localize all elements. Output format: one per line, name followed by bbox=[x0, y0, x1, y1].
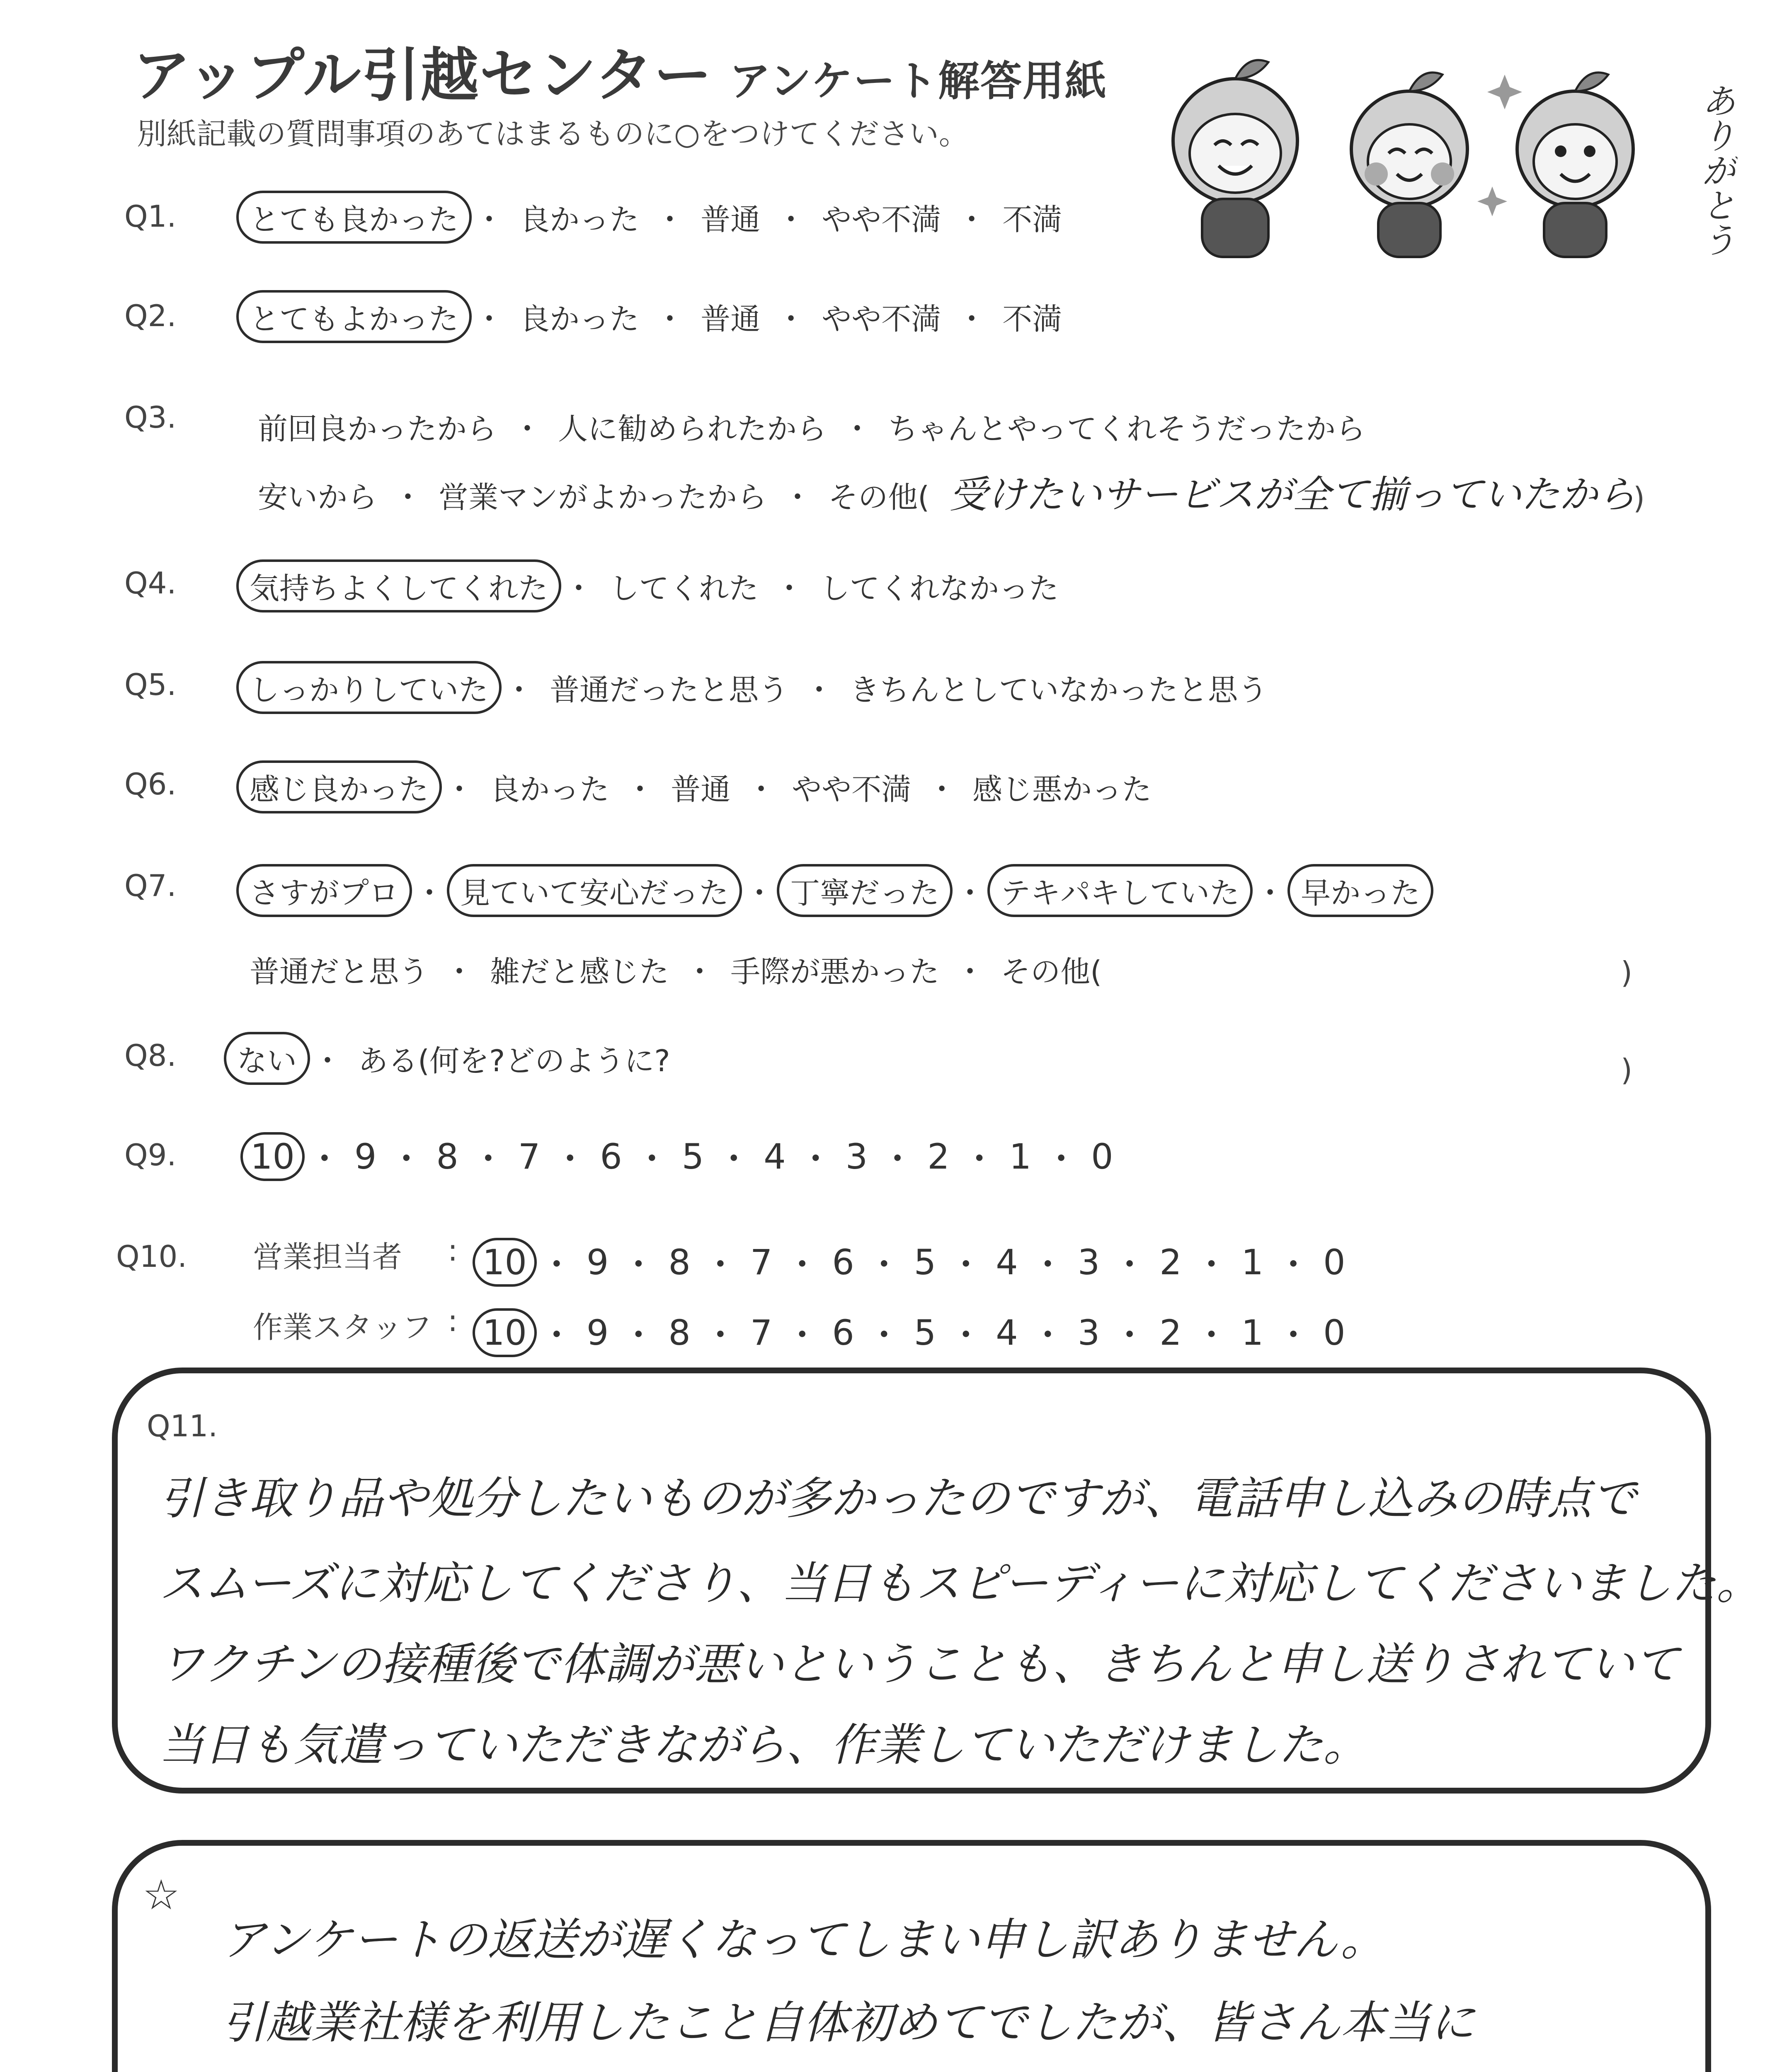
separator-dot: ・ bbox=[512, 411, 543, 446]
separator-dot: ・ bbox=[1194, 1315, 1229, 1356]
q3-option-5[interactable]: 営業マンがよかったから bbox=[439, 480, 767, 515]
separator-dot: ・ bbox=[474, 202, 504, 237]
q11-line-2: スムーズに対応してくださり、当日もスピーディーに対応してくださいました。 bbox=[159, 1558, 1761, 1610]
note-line-3 bbox=[221, 2070, 1295, 2072]
separator-dot: ・ bbox=[957, 302, 987, 336]
separator-dot: ・ bbox=[880, 1139, 915, 1179]
q2-option-1[interactable]: とてもよかった bbox=[236, 290, 472, 343]
separator-dot: ・ bbox=[962, 1139, 997, 1179]
q10-sales-score-5[interactable]: 5 bbox=[914, 1242, 936, 1283]
q10-staff-score-2[interactable]: 2 bbox=[1159, 1312, 1182, 1353]
separator-dot: ・ bbox=[634, 1139, 669, 1179]
q10-sales-score-4[interactable]: 4 bbox=[996, 1242, 1018, 1283]
separator-dot: ・ bbox=[798, 1139, 833, 1179]
q10-staff-score-9[interactable]: 9 bbox=[586, 1312, 609, 1353]
separator-dot: ・ bbox=[1194, 1244, 1229, 1285]
separator-dot: ・ bbox=[393, 480, 423, 515]
separator-dot: ・ bbox=[716, 1139, 752, 1179]
separator-dot: ・ bbox=[539, 1244, 574, 1285]
q10-sales-score-7[interactable]: 7 bbox=[750, 1242, 773, 1283]
separator-dot: ・ bbox=[621, 1315, 656, 1356]
q3-option-2[interactable]: 人に勧められたから bbox=[558, 411, 827, 446]
q3-other-answer[interactable]: 受けたいサービスが全て揃っていたから bbox=[949, 472, 1636, 517]
separator-dot: ・ bbox=[655, 202, 685, 237]
q9-score-5[interactable]: 5 bbox=[681, 1136, 704, 1177]
q1-option-4[interactable]: やや不満 bbox=[822, 202, 941, 237]
q10-sales-score-8[interactable]: 8 bbox=[668, 1242, 691, 1283]
q4-option-2[interactable]: してくれた bbox=[609, 571, 759, 606]
instruction-text: 別紙記載の質問事項のあてはまるものに○をつけてください。 bbox=[137, 116, 969, 151]
q9-score-10[interactable]: 10 bbox=[240, 1132, 305, 1181]
separator-dot: ・ bbox=[415, 876, 445, 910]
note-line-1: アンケートの返送が遅くなってしまい申し訳ありません。 bbox=[221, 1914, 1386, 1966]
q6-option-3[interactable]: 普通 bbox=[671, 772, 731, 807]
q8-label: Q8. bbox=[124, 1038, 177, 1073]
separator-dot: ・ bbox=[621, 1244, 656, 1285]
q7-close-paren: ) bbox=[1621, 955, 1633, 990]
q9-score-0[interactable]: 0 bbox=[1091, 1136, 1113, 1177]
form-subtitle: アンケート解答用紙 bbox=[729, 57, 1108, 105]
q9-score-9[interactable]: 9 bbox=[354, 1136, 377, 1177]
q2-option-2[interactable]: 良かった bbox=[520, 302, 640, 336]
q7-option-3[interactable]: 丁寧だった bbox=[777, 864, 953, 917]
q11-line-3: ワクチンの接種後で体調が悪いということも、きちんと申し送りされていて bbox=[159, 1639, 1679, 1690]
q10-staff-score-3[interactable]: 3 bbox=[1077, 1312, 1100, 1353]
q10-sales-score-2[interactable]: 2 bbox=[1159, 1242, 1182, 1283]
q6-option-4[interactable]: やや不満 bbox=[792, 772, 912, 807]
separator-dot: ・ bbox=[774, 571, 805, 606]
q3-option-other[interactable]: その他( bbox=[828, 480, 930, 515]
q9-scale bbox=[240, 1131, 1123, 1181]
q4-option-1[interactable]: 気持ちよくしてくれた bbox=[236, 559, 561, 612]
q9-label: Q9. bbox=[124, 1138, 177, 1172]
separator-dot: ・ bbox=[703, 1244, 738, 1285]
q10-staff-score-5[interactable]: 5 bbox=[914, 1312, 936, 1353]
q5-option-3[interactable]: きちんとしていなかったと思う bbox=[850, 673, 1268, 707]
q10-staff-score-10[interactable]: 10 bbox=[473, 1308, 537, 1357]
q9-score-8[interactable]: 8 bbox=[436, 1136, 458, 1177]
q10-sales-score-6[interactable]: 6 bbox=[832, 1242, 854, 1283]
separator-dot: ・ bbox=[804, 673, 834, 707]
q4-label: Q4. bbox=[124, 566, 177, 600]
q7-options-line2 bbox=[236, 943, 1115, 996]
monkey-mascot-icon bbox=[1173, 60, 1297, 257]
q2-options bbox=[236, 290, 1075, 343]
q10-sales-score-1[interactable]: 1 bbox=[1241, 1242, 1264, 1283]
q6-option-2[interactable]: 良かった bbox=[490, 772, 610, 807]
q10-sales-colon: : bbox=[448, 1233, 458, 1268]
separator-dot: ・ bbox=[948, 1315, 984, 1356]
monkey-mascot-icon bbox=[1351, 73, 1467, 257]
separator-dot: ・ bbox=[470, 1139, 506, 1179]
separator-dot: ・ bbox=[313, 1043, 343, 1078]
q10-sales-score-10[interactable]: 10 bbox=[473, 1238, 537, 1287]
q1-option-5[interactable]: 不満 bbox=[1002, 202, 1062, 237]
q7-option-6[interactable]: 普通だと思う bbox=[250, 954, 429, 989]
separator-dot: ・ bbox=[444, 772, 475, 807]
separator-dot: ・ bbox=[776, 302, 806, 336]
q7-option-2[interactable]: 見ていて安心だった bbox=[447, 864, 742, 917]
thanks-text: ありがとう bbox=[1696, 83, 1736, 257]
q9-score-3[interactable]: 3 bbox=[845, 1136, 868, 1177]
q10-label: Q10. bbox=[116, 1239, 187, 1274]
q3-close-paren: ) bbox=[1633, 481, 1645, 516]
q10-sales-label: 営業担当者 bbox=[253, 1239, 402, 1274]
separator-dot: ・ bbox=[776, 202, 806, 237]
sparkle-icon bbox=[1477, 75, 1522, 216]
mascot-illustration bbox=[1152, 50, 1712, 265]
q2-label: Q2. bbox=[124, 298, 177, 333]
q6-option-5[interactable]: 感じ悪かった bbox=[972, 772, 1152, 807]
q8-options bbox=[224, 1032, 684, 1085]
q1-option-3[interactable]: 普通 bbox=[701, 202, 761, 237]
company-name: アップル引越センター bbox=[133, 42, 713, 109]
q5-option-1[interactable]: しっかりしていた bbox=[236, 661, 502, 714]
q10-staff-label: 作業スタッフ bbox=[253, 1310, 432, 1345]
q11-line-4: 当日も気遣っていただきながら、作業していただけました。 bbox=[159, 1719, 1368, 1771]
q9-score-7[interactable]: 7 bbox=[518, 1136, 541, 1177]
q5-option-2[interactable]: 普通だったと思う bbox=[550, 673, 789, 707]
q1-label: Q1. bbox=[124, 199, 177, 234]
separator-dot: ・ bbox=[444, 954, 475, 989]
separator-dot: ・ bbox=[948, 1244, 984, 1285]
q10-sales-scale bbox=[473, 1237, 1355, 1287]
q8-option-1[interactable]: ない bbox=[224, 1032, 310, 1085]
additional-note-box[interactable] bbox=[112, 1840, 1711, 2072]
survey-title bbox=[133, 29, 1107, 112]
q10-staff-colon: : bbox=[448, 1303, 458, 1338]
q9-score-4[interactable]: 4 bbox=[764, 1136, 786, 1177]
q7-options-line1 bbox=[236, 864, 1433, 917]
note-line-2: 引越業社様を利用したこと自体初めてでしたが、皆さん本当に bbox=[221, 1997, 1475, 2049]
q10-sales-score-3[interactable]: 3 bbox=[1077, 1242, 1100, 1283]
separator-dot: ・ bbox=[474, 302, 504, 336]
q4-options bbox=[236, 559, 1072, 612]
q5-options bbox=[236, 661, 1281, 714]
separator-dot: ・ bbox=[655, 302, 685, 336]
separator-dot: ・ bbox=[1030, 1315, 1065, 1356]
q10-staff-score-4[interactable]: 4 bbox=[996, 1312, 1018, 1353]
q3-label: Q3. bbox=[124, 400, 177, 435]
q7-option-other[interactable]: その他( bbox=[1001, 954, 1102, 989]
separator-dot: ・ bbox=[1030, 1244, 1065, 1285]
q9-score-1[interactable]: 1 bbox=[1009, 1136, 1032, 1177]
separator-dot: ・ bbox=[785, 1315, 820, 1356]
q7-option-7[interactable]: 雑だと感じた bbox=[490, 954, 669, 989]
q2-option-4[interactable]: やや不満 bbox=[822, 302, 941, 336]
separator-dot: ・ bbox=[746, 772, 776, 807]
q2-option-3[interactable]: 普通 bbox=[701, 302, 761, 336]
q10-staff-scale bbox=[473, 1307, 1355, 1358]
q9-score-2[interactable]: 2 bbox=[927, 1136, 950, 1177]
q7-option-1[interactable]: さすがプロ bbox=[236, 864, 412, 917]
q4-option-3[interactable]: してくれなかった bbox=[820, 571, 1059, 606]
q3-options-line1 bbox=[245, 400, 1379, 453]
separator-dot: ・ bbox=[744, 876, 775, 910]
separator-dot: ・ bbox=[685, 954, 715, 989]
q10-staff-score-6[interactable]: 6 bbox=[832, 1312, 854, 1353]
separator-dot: ・ bbox=[1044, 1139, 1079, 1179]
separator-dot: ・ bbox=[625, 772, 655, 807]
separator-dot: ・ bbox=[539, 1315, 574, 1356]
separator-dot: ・ bbox=[564, 571, 594, 606]
q1-option-1[interactable]: とても良かった bbox=[236, 191, 472, 244]
separator-dot: ・ bbox=[927, 772, 957, 807]
q3-options-line2 bbox=[245, 468, 943, 521]
separator-dot: ・ bbox=[955, 954, 985, 989]
q8-close-paren: ) bbox=[1621, 1053, 1633, 1087]
separator-dot: ・ bbox=[1276, 1244, 1311, 1285]
separator-dot: ・ bbox=[866, 1244, 902, 1285]
q11-comment-box[interactable] bbox=[112, 1368, 1761, 1794]
q10-sales-score-0[interactable]: 0 bbox=[1323, 1242, 1346, 1283]
q3-option-4[interactable]: 安いから bbox=[258, 480, 378, 515]
q6-option-1[interactable]: 感じ良かった bbox=[236, 760, 442, 813]
q7-option-5[interactable]: 早かった bbox=[1287, 864, 1433, 917]
q11-label: Q11. bbox=[147, 1409, 218, 1443]
q10-staff-score-7[interactable]: 7 bbox=[750, 1312, 773, 1353]
separator-dot: ・ bbox=[553, 1139, 588, 1179]
separator-dot: ・ bbox=[957, 202, 987, 237]
q11-line-1: 引き取り品や処分したいものが多かったのですが、電話申し込みの時点で bbox=[159, 1473, 1637, 1525]
monkey-mascot-icon bbox=[1517, 73, 1633, 257]
q9-score-6[interactable]: 6 bbox=[600, 1136, 622, 1177]
separator-dot: ・ bbox=[1255, 876, 1285, 910]
q10-sales-score-9[interactable]: 9 bbox=[586, 1242, 609, 1283]
q6-options bbox=[236, 760, 1165, 813]
q3-option-3[interactable]: ちゃんとやってくれそうだったから bbox=[888, 411, 1366, 446]
separator-dot: ・ bbox=[955, 876, 985, 910]
separator-dot: ・ bbox=[389, 1139, 424, 1179]
separator-dot: ・ bbox=[307, 1139, 342, 1179]
q7-label: Q7. bbox=[124, 868, 177, 903]
separator-dot: ・ bbox=[866, 1315, 902, 1356]
separator-dot: ・ bbox=[1112, 1244, 1147, 1285]
separator-dot: ・ bbox=[785, 1244, 820, 1285]
q5-label: Q5. bbox=[124, 667, 177, 702]
star-icon: ☆ bbox=[143, 1871, 180, 1919]
separator-dot: ・ bbox=[783, 480, 813, 515]
q1-option-2[interactable]: 良かった bbox=[520, 202, 640, 237]
q3-option-1[interactable]: 前回良かったから bbox=[258, 411, 497, 446]
q2-option-5[interactable]: 不満 bbox=[1002, 302, 1062, 336]
q10-staff-score-8[interactable]: 8 bbox=[668, 1312, 691, 1353]
q1-options bbox=[236, 191, 1075, 244]
separator-dot: ・ bbox=[1112, 1315, 1147, 1356]
q10-staff-score-1[interactable]: 1 bbox=[1241, 1312, 1264, 1353]
q8-option-2[interactable]: ある(何を?どのように? bbox=[358, 1043, 670, 1078]
q10-staff-score-0[interactable]: 0 bbox=[1323, 1312, 1346, 1353]
q6-label: Q6. bbox=[124, 767, 177, 801]
separator-dot: ・ bbox=[703, 1315, 738, 1356]
separator-dot: ・ bbox=[1276, 1315, 1311, 1356]
separator-dot: ・ bbox=[504, 673, 534, 707]
q7-option-8[interactable]: 手際が悪かった bbox=[730, 954, 940, 989]
separator-dot: ・ bbox=[842, 411, 873, 446]
q7-option-4[interactable]: テキパキしていた bbox=[987, 864, 1253, 917]
